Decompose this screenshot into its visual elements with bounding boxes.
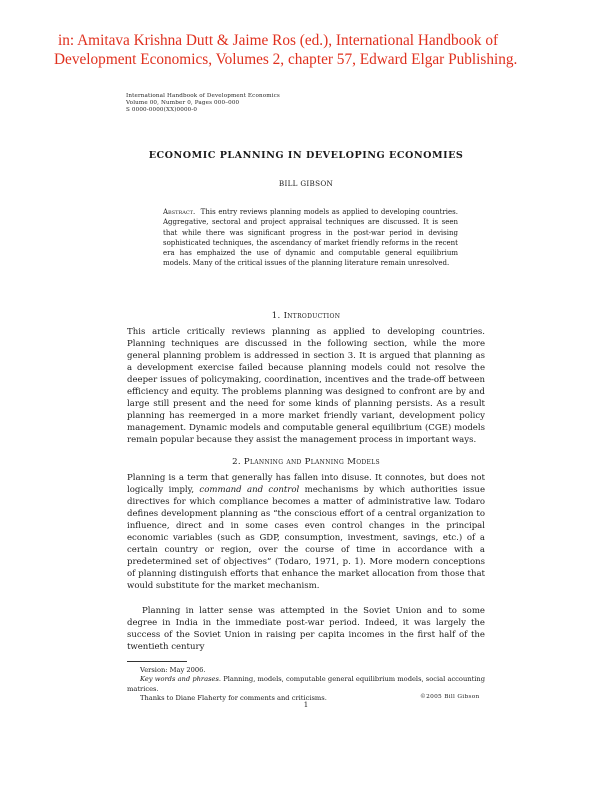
footnote-rule bbox=[127, 661, 187, 662]
abstract-label: Abstract. bbox=[163, 208, 196, 216]
paper-title: ECONOMIC PLANNING IN DEVELOPING ECONOMIES bbox=[148, 150, 464, 161]
paper-author: BILL GIBSON bbox=[278, 179, 334, 188]
emphasis-command-and-control: command and control bbox=[199, 485, 300, 495]
citation-line-1: in: Amitava Krishna Dutt & Jaime Ros (ed.), International Handbook of bbox=[58, 32, 499, 49]
footnote-version: Version: May 2006. bbox=[140, 666, 206, 674]
page-number: 1 bbox=[303, 701, 309, 709]
planning-paragraph-1: Planning is a term that generally has fallen into disuse. It connotes, but does not logically imply, command and control mechanisms by which authorities issue directives for which compliance becomes a matter of administrative law. Todaro defines development planning as “the conscious effort of a central organization to influence, direct and in some cases even control changes in the principal economic variables (such as GDP, consumption, investment, savings, etc.) of a certain country or region, over the course of time in accordance with a predetermined set of objectives” (Todaro, 1971, p. 1). More modern conceptions of planning distinguish efforts that enhance the market allocation from those that would substitute for the market mechanism. bbox=[127, 473, 485, 591]
keywords-text: Planning, models, computable general equilibrium models, social accounting matrices. bbox=[127, 675, 485, 693]
journal-name: International Handbook of Development Economics bbox=[126, 93, 280, 99]
footnote-keywords bbox=[127, 675, 485, 694]
section-heading-planning-models: 2. Planning and Planning Models bbox=[232, 457, 380, 467]
planning-paragraph-2: Planning in latter sense was attempted in the Soviet Union and to some degree in India in the immediate post-war period. Indeed, it was largely the success of the Soviet Union in raising per capita incomes in the first half of the twentieth century bbox=[127, 606, 485, 652]
citation-note bbox=[54, 31, 578, 69]
journal-issn: S 0000-0000(XX)0000-0 bbox=[126, 107, 198, 114]
abstract-text: This entry reviews planning models as applied to developing countries. Aggregative, sectoral and project appraisal techniques are discussed. It is seen that while there was significant progress in the post-war period in devising sophisticated techniques, the ascendancy of market friendly reforms in the recent era has emphaized the use of dynamic and computable general equilibrium models. Many of the critical issues of the planning literature remain unresolved. bbox=[163, 208, 459, 268]
journal-volume: Volume 00, Number 0, Pages 000–000 bbox=[126, 100, 240, 107]
footnote-thanks: Thanks to Diane Flaherty for comments and criticisms. bbox=[140, 693, 327, 702]
abstract bbox=[163, 207, 458, 269]
copyright-notice: ©2005 Bill Gibson bbox=[420, 694, 480, 700]
keywords-label: Key words and phrases. bbox=[140, 675, 222, 684]
journal-header bbox=[126, 93, 280, 115]
intro-paragraph: This article critically reviews planning as applied to developing countries. Planning techniques are discussed in the following section, while the more general planning problem is addressed in section 3. It is argued that planning as a development exercise failed because planning models could not resolve the deeper issues of policymaking, coordination, incentives and the trade-off between efficiency and equity. The problems planning was designed to confront are by and large still present and the need for some kinds of planning persists. As a result planning has reemerged in a more market friendly variant, development policy management. Dynamic models and computable general equilibrium (CGE) models remain popular because they assist the management process in important ways. bbox=[127, 327, 485, 445]
citation-line-2: Development Economics, Volumes 2, chapter 57, Edward Elgar Publishing. bbox=[54, 51, 518, 68]
section-heading-introduction: 1. Introduction bbox=[271, 311, 341, 321]
